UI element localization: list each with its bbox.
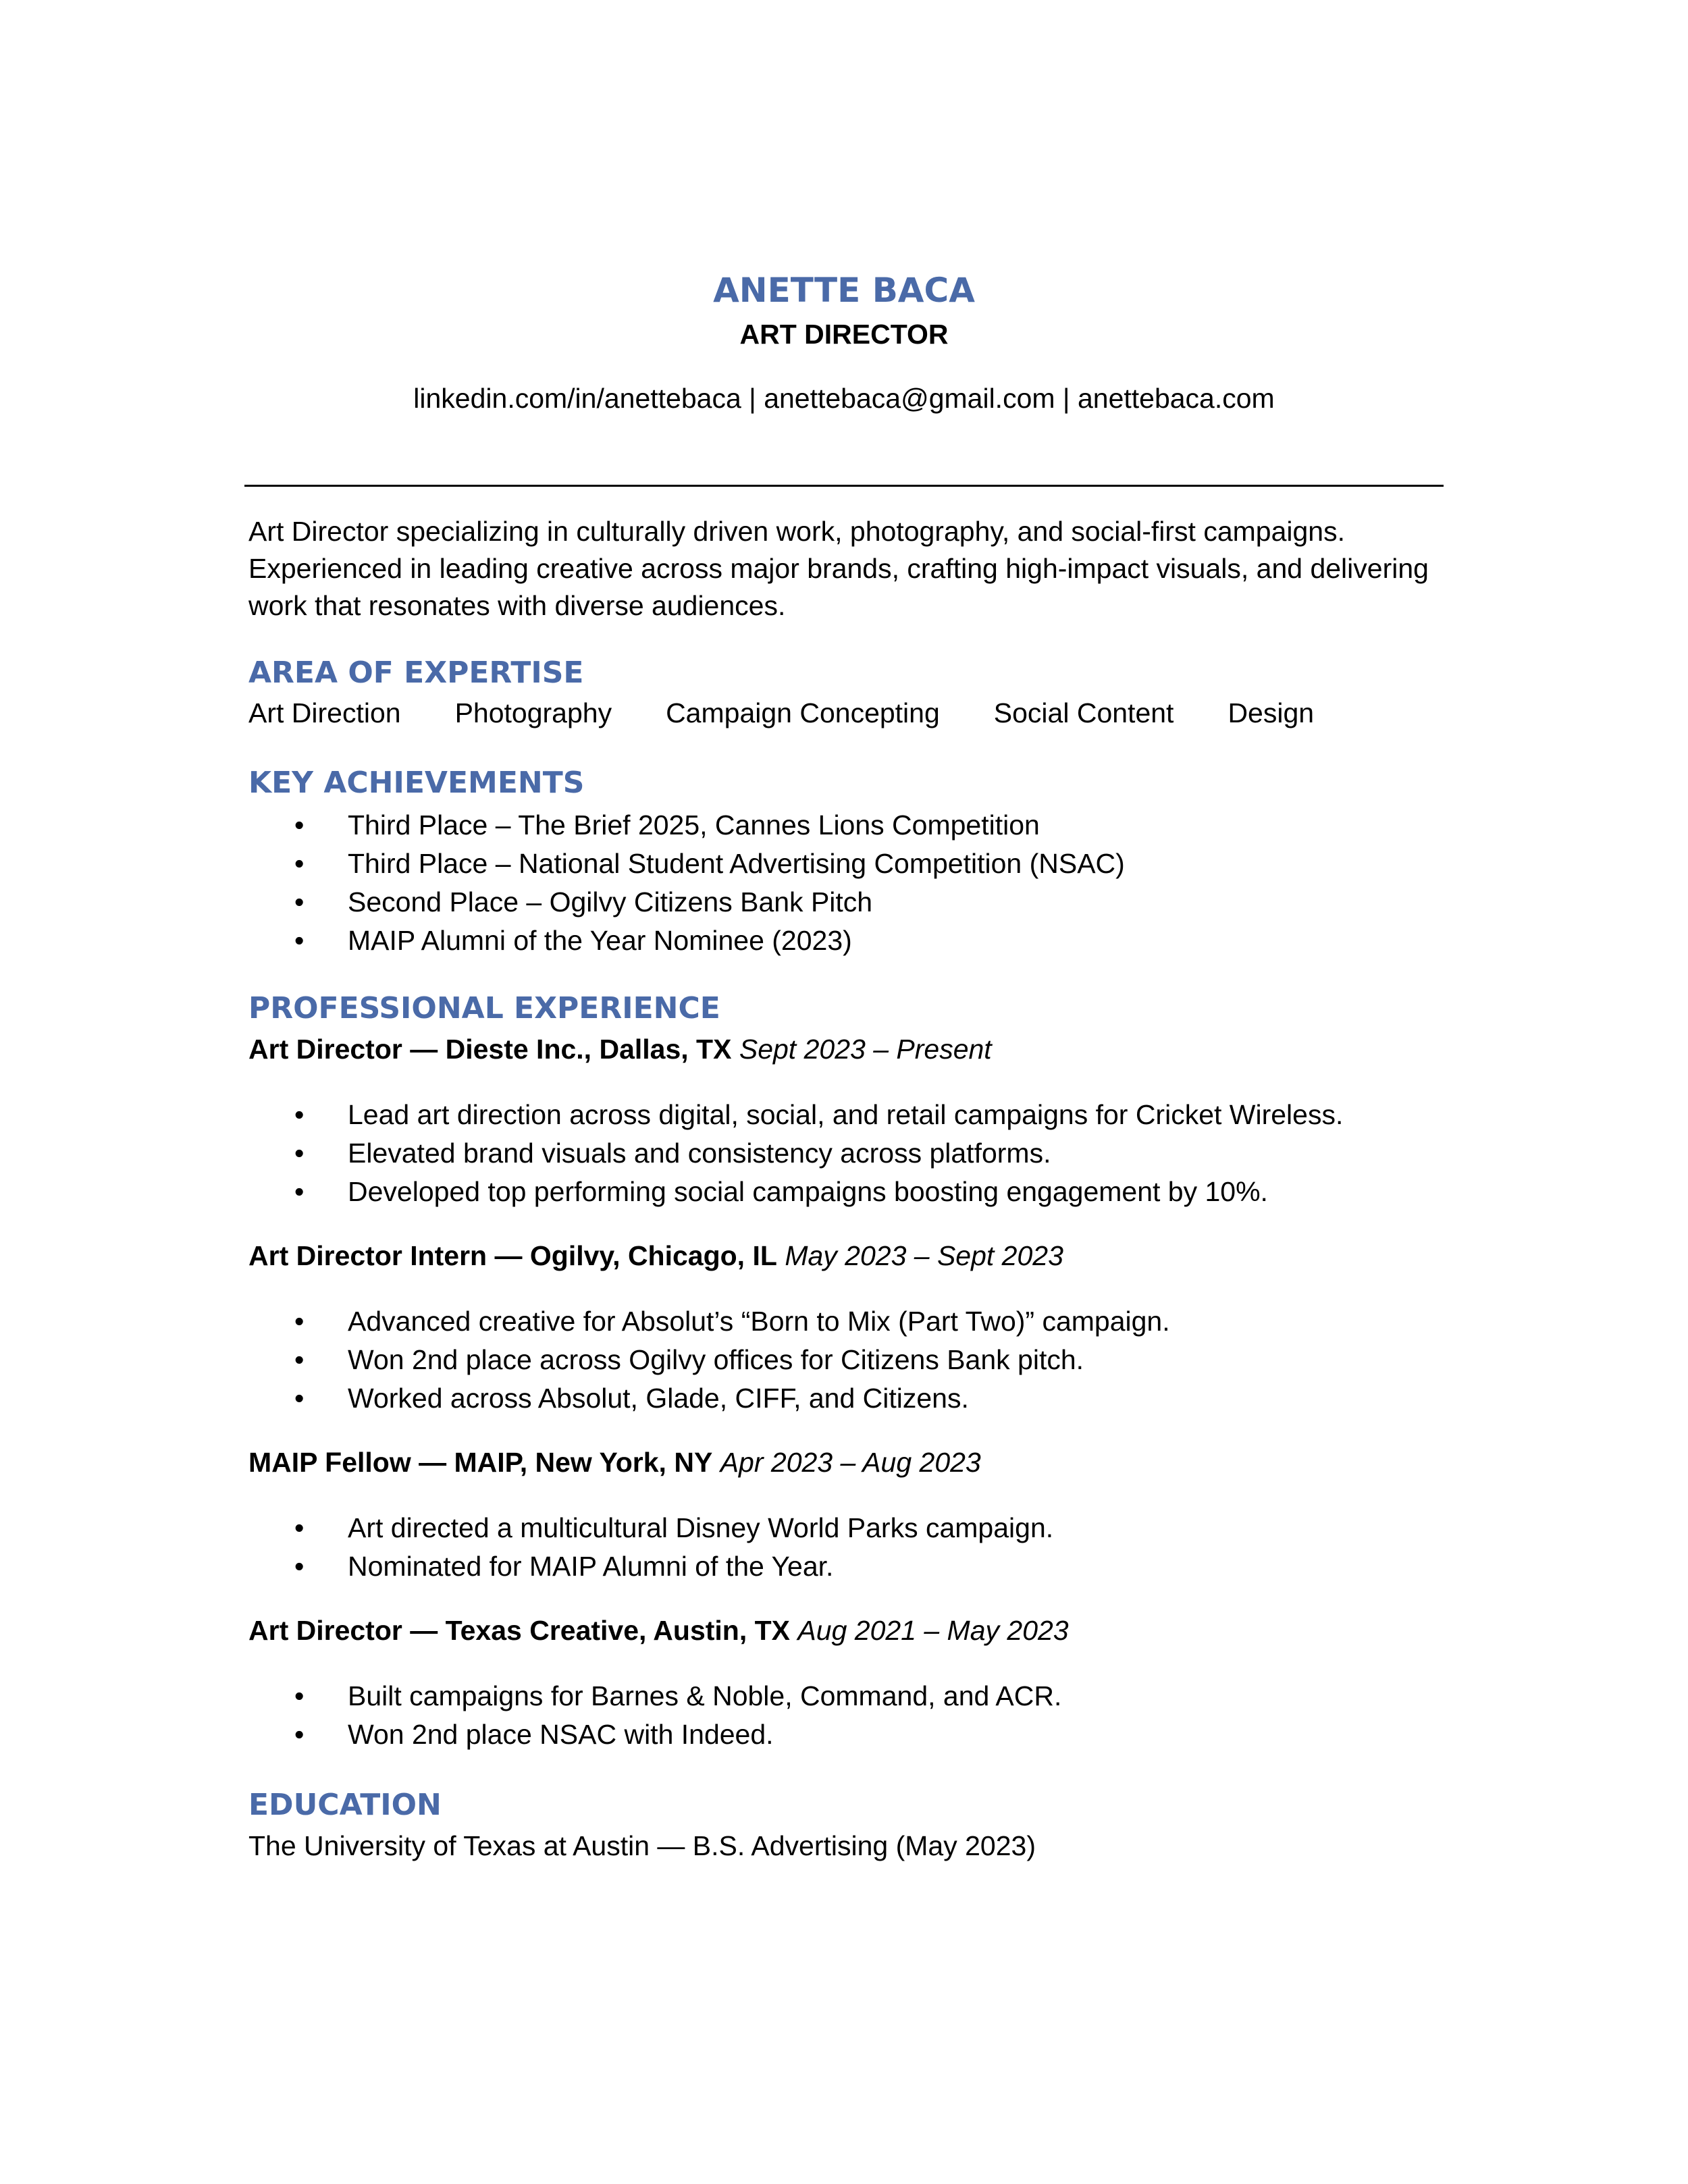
job-bullet: • Built campaigns for Barnes & Noble, Command, and ACR. — [248, 1677, 1444, 1715]
section-title-expertise: AREA OF EXPERTISE — [248, 656, 584, 690]
achievement-item: • Second Place – Ogilvy Citizens Bank Pitch — [248, 883, 1444, 922]
job-heading — [248, 1030, 1444, 1069]
skill-item: Design — [1228, 697, 1315, 728]
section-title-achievements: KEY ACHIEVEMENTS — [248, 766, 585, 800]
job-entry — [248, 1237, 1444, 1418]
job-entry — [248, 1443, 1444, 1586]
job-bullet: • Developed top performing social campaigns boosting engagement by 10%. — [248, 1173, 1444, 1211]
job-bullet: • Worked across Absolut, Glade, CIFF, and Citizens. — [248, 1379, 1444, 1418]
resume-body — [248, 513, 1444, 1865]
job-dates: May 2023 – Sept 2023 — [785, 1240, 1063, 1271]
job-entry — [248, 1030, 1444, 1211]
job-heading — [248, 1612, 1444, 1650]
job-bullet: • Nominated for MAIP Alumni of the Year. — [248, 1547, 1444, 1586]
job-heading — [248, 1237, 1444, 1275]
skill-item: Campaign Concepting — [666, 697, 940, 728]
achievement-item: • MAIP Alumni of the Year Nominee (2023) — [248, 922, 1444, 960]
section-title-education: EDUCATION — [248, 1788, 442, 1822]
job-heading — [248, 1443, 1444, 1482]
skill-item: Art Direction — [248, 697, 401, 728]
skill-item: Social Content — [993, 697, 1174, 728]
job-role-org: Art Director — Texas Creative, Austin, TX — [248, 1615, 791, 1646]
job-dates: Apr 2023 – Aug 2023 — [720, 1447, 981, 1478]
job-bullets — [248, 1677, 1444, 1754]
job-role-org: MAIP Fellow — MAIP, New York, NY — [248, 1447, 713, 1478]
achievement-item: • Third Place – National Student Advertising Competition (NSAC) — [248, 845, 1444, 883]
job-dates: Aug 2021 – May 2023 — [797, 1615, 1069, 1646]
job-bullet: • Lead art direction across digital, social, and retail campaigns for Cricket Wireless. — [248, 1096, 1444, 1134]
job-bullets — [248, 1509, 1444, 1586]
job-bullet: • Advanced creative for Absolut’s “Born to Mix (Part Two)” campaign. — [248, 1302, 1444, 1341]
skill-item: Photography — [454, 697, 612, 728]
job-entry — [248, 1612, 1444, 1754]
candidate-name: ANETTE BACA — [713, 271, 975, 310]
job-role-org: Art Director — Dieste Inc., Dallas, TX — [248, 1034, 732, 1065]
job-bullet: • Art directed a multicultural Disney World Parks campaign. — [248, 1509, 1444, 1547]
achievement-item: • Third Place – The Brief 2025, Cannes Lions Competition — [248, 806, 1444, 845]
job-role-org: Art Director Intern — Ogilvy, Chicago, IL — [248, 1240, 777, 1271]
expertise-list — [248, 695, 1444, 732]
section-title-experience: PROFESSIONAL EXPERIENCE — [248, 991, 720, 1026]
job-bullet: • Won 2nd place NSAC with Indeed. — [248, 1715, 1444, 1754]
header-divider — [244, 485, 1444, 487]
education-entry: The University of Texas at Austin — B.S. Advertising (May 2023) — [248, 1830, 1036, 1861]
job-bullets — [248, 1302, 1444, 1418]
resume-header — [0, 267, 1688, 419]
contact-line: linkedin.com/in/anettebaca | anettebaca@gmail.com | anettebaca.com — [413, 383, 1275, 414]
job-dates: Sept 2023 – Present — [739, 1034, 992, 1065]
job-bullet: • Won 2nd place across Ogilvy offices for Citizens Bank pitch. — [248, 1341, 1444, 1379]
job-bullets — [248, 1096, 1444, 1211]
job-bullet: • Elevated brand visuals and consistency across platforms. — [248, 1134, 1444, 1173]
candidate-role: ART DIRECTOR — [739, 319, 949, 350]
achievements-list — [248, 806, 1444, 960]
summary-paragraph: Art Director specializing in culturally driven work, photography, and social-first campaigns. Experienced in leading creative across major brands, crafting high-impact visuals, and delivering work that resonates with diverse audiences. — [248, 516, 1429, 621]
